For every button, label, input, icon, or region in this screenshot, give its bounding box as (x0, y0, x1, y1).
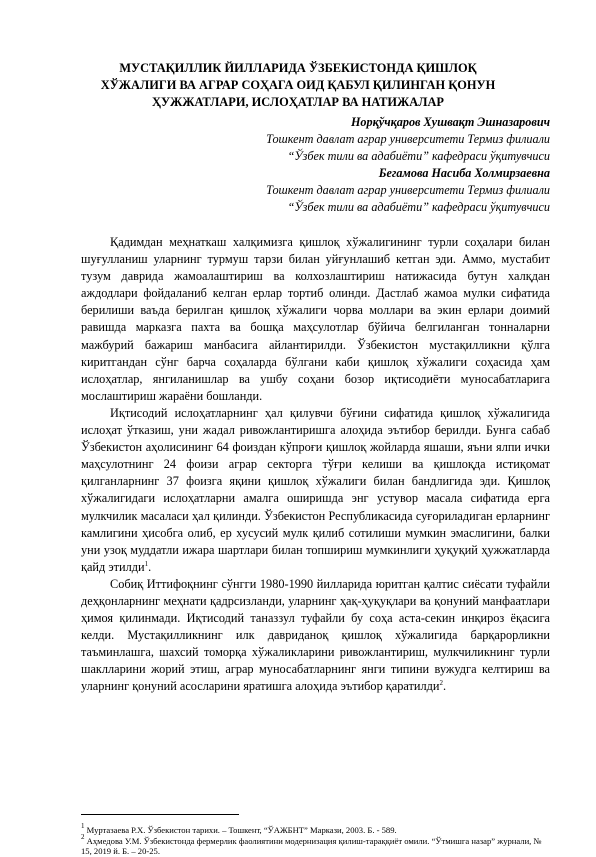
author-department-1: “Ўзбек тили ва адабиёти” кафедраси ўқитувчиси (287, 149, 550, 163)
body-paragraph (81, 576, 550, 696)
author-name-2: Бегамова Насиба Холмирзаевна (378, 166, 550, 180)
footnote-item (81, 832, 550, 857)
footnote-text: Аҳмедова У.М. Ўзбекистонда фермерлик фаолиятини модернизация қилиш-тараққиёт омили. “Ўтмишга назар” журнали, № 15, 2019 й. Б. – 20-25. (81, 835, 542, 856)
footnote-separator (81, 814, 239, 815)
author-affiliation-1: Тошкент давлат аграр университети Термиз филиали (266, 132, 550, 146)
paragraph-text: Иқтисодий ислоҳатларнинг ҳал қилувчи бўғини сифатида қишлоқ хўжалигида ислоҳат ўтказиш, уни жадал ривожлантиришга алоҳида эътибор берилди. Бунга сабаб Ўзбекистон аҳолисининг 64 фоиздан кўпроғи қишлоқ жойларда яшаши, яъни ялпи ички маҳсулотнинг 24 фоизи аграр секторга тўғри келиши ва қишлоқда истиқомат қилганларнинг 37 фоизга яқини қишлоқ хўжалиги билан бандлигида эди. Қишлоқ хўжалигидаги ислоҳатларни амалга оширишда энг устувор масала сифатида ерга мулкчилик масаласи ҳал қилинди. Ўзбекистон Республикасида суғориладиган ерларнинг камлигини ҳисобга олиб, ер хусусий мулк қилиб сотилиши мумкин эмаслигини, балки уни узоқ муддатли ижара шартлари билан топшириш мумкинлиги ҳуқуқий ҳужжатларда қайд этилди (81, 405, 550, 574)
footnote-number: 2 (81, 832, 85, 841)
article-body (81, 234, 550, 696)
sentence-end: . (148, 559, 152, 574)
paper-title (80, 60, 516, 111)
footnote-ref-1: 1 (144, 559, 149, 568)
paragraph-text: Қадимдан меҳнаткаш халқимизга қишлоқ хўжалигининг турли соҳалари билан шуғулланиш уларнинг турмуш тарзи билан уйғунлашиб кетган эди. Аммо, мустабит тузум даврида жамоалаштириш ва колхозлаштириш натижасида бутун халқдан аждодлари фойдаланиб келган ерлар тортиб олинди. Дастлаб жамоа мулки сифатида берилиши ваъда берилган қишлоқ хўжалиги чорва моллари ва экин ерлари доимий равишда марказга пахта ва бошқа маҳсулотлар бўйича белгиланган тонналарни мажбурий бажариш манбасига айлантирилди. Ўзбекистон мустақилликни қўлга киритгандан сўнг барча соҳаларда бўлгани каби қишлоқ хўжалиги соҳасида ҳам ислоҳатлар, янгиланишлар ва ушбу соҳани бозор иқтисодиёти муносабатларига мослаштириш жараёни бошланди. (81, 235, 550, 403)
title-line-3: ҲУЖЖАТЛАРИ, ИСЛОҲАТЛАР ВА НАТИЖАЛАР (152, 95, 444, 109)
footnote-ref-2: 2 (439, 679, 443, 688)
author-block (110, 114, 550, 216)
footnote-item (81, 822, 550, 836)
paragraph-text: Собиқ Иттифоқнинг сўнгги 1980-1990 йилларида юритган қалтис сиёсати туфайли деҳқонларнинг меҳнати қадрсизланди, уларнинг ҳақ-ҳуқуқлари ва қонуний манфаатлари ҳимоя қилинмади. Иқтисодий таназзул туфайли бу соҳа аста-секин инқироз ёқасига келди. Мустақилликнинг илк давриданоқ қишлоқ хўжалигида барқарорликни таъминлашга, шахсий томорқа хўжаликларини ривожлантириш, мулкчиликнинг турли шаклларини жорий этиш, аграр муносабатларнинг янги типини вужудга келтириш ва уларнинг қонуний асосларини яратишга алоҳида эътибор қаратилди (81, 576, 550, 694)
title-line-1: МУСТАҚИЛЛИК ЙИЛЛАРИДА ЎЗБЕКИСТОНДА ҚИШЛОҚ (119, 61, 477, 75)
body-paragraph (81, 405, 550, 576)
author-affiliation-2: Тошкент давлат аграр университети Термиз филиали (266, 183, 550, 197)
author-name-1: Норқўчқаров Хушвақт Эшназарович (350, 115, 550, 129)
sentence-end: . (442, 679, 447, 694)
footnote-number: 1 (81, 822, 85, 830)
footnotes (81, 822, 550, 857)
title-line-2: ХЎЖАЛИГИ ВА АГРАР СОҲАГА ОИД ҚАБУЛ ҚИЛИНГАН ҚОНУН (100, 78, 496, 92)
footnote-text: Муртазаева Р.Х. Ўзбекистон тарихи. – Тошкент, “ЎАЖБНТ” Маркази, 2003. Б. - 589. (84, 825, 397, 835)
author-department-2: “Ўзбек тили ва адабиёти” кафедраси ўқитувчиси (287, 200, 550, 214)
body-paragraph (81, 234, 550, 405)
